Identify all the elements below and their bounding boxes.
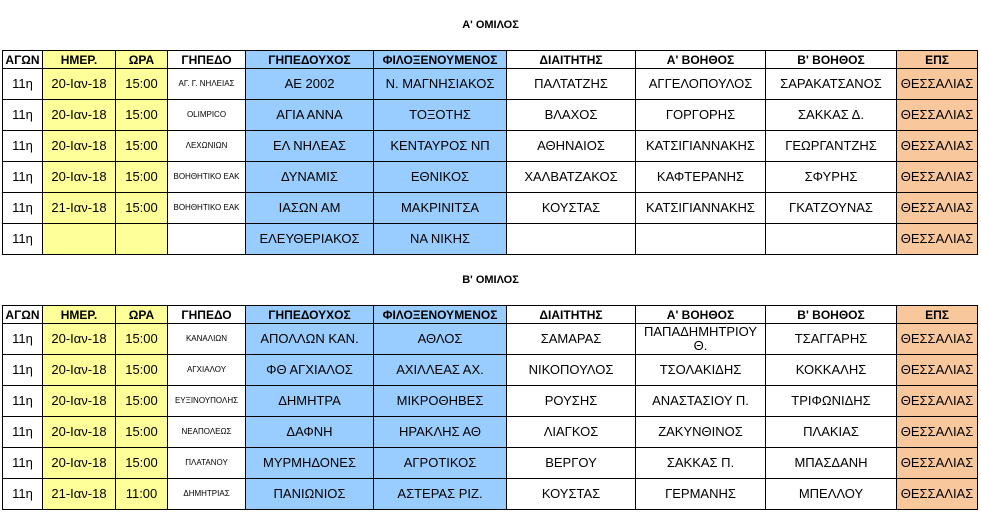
table-row: [3, 131, 978, 162]
time-cell: 11:00: [116, 479, 168, 510]
table-row: [3, 193, 978, 224]
agon-cell: 11η: [3, 417, 43, 448]
home-team-cell: ΑΠΟΛΛΩΝ ΚΑΝ.: [246, 324, 374, 355]
agon-cell: 11η: [3, 324, 43, 355]
time-cell: 15:00: [116, 386, 168, 417]
header-date: ΗΜΕΡ.: [43, 51, 116, 69]
stadium-cell: ΑΓΧΙΑΛΟΥ: [168, 355, 246, 386]
stadium-cell: ΠΛΑΤΑΝΟΥ: [168, 448, 246, 479]
away-team-cell: ΑΧΙΛΛΕΑΣ ΑΧ.: [374, 355, 507, 386]
header-assistant-b: Β' ΒΟΗΘΟΣ: [766, 51, 897, 69]
header-row: [3, 306, 978, 324]
assistant-b-cell: [766, 224, 897, 255]
assistant-a-cell: [636, 224, 766, 255]
stadium-cell: ΒΟΗΘΗΤΙΚΟ ΕΑΚ: [168, 193, 246, 224]
referee-cell: [507, 224, 636, 255]
stadium-cell: ΝΕΑΠΟΛΕΩΣ: [168, 417, 246, 448]
header-away-team: ΦΙΛΟΞΕΝΟΥΜΕΝΟΣ: [374, 306, 507, 324]
assistant-b-cell: ΣΑΡΑΚΑΤΣΑΝΟΣ: [766, 69, 897, 100]
header-stadium: ΓΗΠΕΔΟ: [168, 306, 246, 324]
header-home-team: ΓΗΠΕΔΟΥΧΟΣ: [246, 306, 374, 324]
home-team-cell: ΔΥΝΑΜΙΣ: [246, 162, 374, 193]
away-team-cell: ΑΘΛΟΣ: [374, 324, 507, 355]
away-team-cell: ΑΓΡΟΤΙΚΟΣ: [374, 448, 507, 479]
assistant-a-cell: ΤΣΟΛΑΚΙΔΗΣ: [636, 355, 766, 386]
assistant-a-cell: ΠΑΠΑΔΗΜΗΤΡΙΟΥ Θ.: [636, 324, 766, 355]
table-row: [3, 479, 978, 510]
assistant-b-cell: ΜΠΑΣΔΑΝΗ: [766, 448, 897, 479]
agon-cell: 11η: [3, 162, 43, 193]
group-b-table: [2, 305, 978, 510]
away-team-cell: ΜΙΚΡΟΘΗΒΕΣ: [374, 386, 507, 417]
header-assistant-b: Β' ΒΟΗΘΟΣ: [766, 306, 897, 324]
assistant-b-cell: ΚΟΚΚΑΛΗΣ: [766, 355, 897, 386]
referee-cell: ΣΑΜΑΡΑΣ: [507, 324, 636, 355]
eps-cell: ΘΕΣΣΑΛΙΑΣ: [897, 324, 978, 355]
header-assistant-a: Α' ΒΟΗΘΟΣ: [636, 51, 766, 69]
header-agon: ΑΓΩΝ: [3, 306, 43, 324]
time-cell: 15:00: [116, 355, 168, 386]
assistant-b-cell: ΜΠΕΛΛΟΥ: [766, 479, 897, 510]
home-team-cell: ΙΑΣΩΝ ΑΜ: [246, 193, 374, 224]
eps-cell: ΘΕΣΣΑΛΙΑΣ: [897, 100, 978, 131]
referee-cell: ΚΟΥΣΤΑΣ: [507, 193, 636, 224]
assistant-a-cell: ΚΑΦΤΕΡΑΝΗΣ: [636, 162, 766, 193]
date-cell: 21-Ιαν-18: [43, 479, 116, 510]
eps-cell: ΘΕΣΣΑΛΙΑΣ: [897, 224, 978, 255]
eps-cell: ΘΕΣΣΑΛΙΑΣ: [897, 162, 978, 193]
time-cell: 15:00: [116, 193, 168, 224]
eps-cell: ΘΕΣΣΑΛΙΑΣ: [897, 355, 978, 386]
date-cell: 20-Ιαν-18: [43, 448, 116, 479]
header-eps: ΕΠΣ: [897, 51, 978, 69]
assistant-a-cell: ΚΑΤΣΙΓΙΑΝΝΑΚΗΣ: [636, 131, 766, 162]
eps-cell: ΘΕΣΣΑΛΙΑΣ: [897, 386, 978, 417]
assistant-b-cell: ΠΛΑΚΙΑΣ: [766, 417, 897, 448]
eps-cell: ΘΕΣΣΑΛΙΑΣ: [897, 193, 978, 224]
header-time: ΩΡΑ: [116, 306, 168, 324]
away-team-cell: ΕΘΝΙΚΟΣ: [374, 162, 507, 193]
header-home-team: ΓΗΠΕΔΟΥΧΟΣ: [246, 51, 374, 69]
time-cell: 15:00: [116, 417, 168, 448]
table-row: [3, 69, 978, 100]
referee-cell: ΠΑΛΤΑΤΖΗΣ: [507, 69, 636, 100]
header-assistant-a: Α' ΒΟΗΘΟΣ: [636, 306, 766, 324]
table-row: [3, 355, 978, 386]
assistant-b-cell: ΤΡΙΦΩΝΙΔΗΣ: [766, 386, 897, 417]
away-team-cell: ΚΕΝΤΑΥΡΟΣ ΝΠ: [374, 131, 507, 162]
date-cell: 20-Ιαν-18: [43, 386, 116, 417]
table-row: [3, 386, 978, 417]
away-team-cell: ΜΑΚΡΙΝΙΤΣΑ: [374, 193, 507, 224]
stadium-cell: [168, 224, 246, 255]
referee-cell: ΑΘΗΝΑΙΟΣ: [507, 131, 636, 162]
table-row: [3, 324, 978, 355]
assistant-a-cell: ΑΝΑΣΤΑΣΙΟΥ Π.: [636, 386, 766, 417]
header-eps: ΕΠΣ: [897, 306, 978, 324]
stadium-cell: ΚΑΝΑΛΙΩΝ: [168, 324, 246, 355]
home-team-cell: ΔΑΦΝΗ: [246, 417, 374, 448]
assistant-a-cell: ΚΑΤΣΙΓΙΑΝΝΑΚΗΣ: [636, 193, 766, 224]
referee-cell: ΛΙΑΓΚΟΣ: [507, 417, 636, 448]
referee-cell: ΒΛΑΧΟΣ: [507, 100, 636, 131]
home-team-cell: ΔΗΜΗΤΡΑ: [246, 386, 374, 417]
home-team-cell: ΦΘ ΑΓΧΙΑΛΟΣ: [246, 355, 374, 386]
header-row: [3, 51, 978, 69]
assistant-b-cell: ΤΣΑΓΓΑΡΗΣ: [766, 324, 897, 355]
date-cell: [43, 224, 116, 255]
away-team-cell: ΗΡΑΚΛΗΣ ΑΘ: [374, 417, 507, 448]
referee-cell: ΒΕΡΓΟΥ: [507, 448, 636, 479]
assistant-a-cell: ΖΑΚΥΝΘΙΝΟΣ: [636, 417, 766, 448]
time-cell: 15:00: [116, 162, 168, 193]
time-cell: [116, 224, 168, 255]
home-team-cell: ΠΑΝΙΩΝΙΟΣ: [246, 479, 374, 510]
time-cell: 15:00: [116, 131, 168, 162]
time-cell: 15:00: [116, 100, 168, 131]
away-team-cell: ΑΣΤΕΡΑΣ ΡΙΖ.: [374, 479, 507, 510]
eps-cell: ΘΕΣΣΑΛΙΑΣ: [897, 69, 978, 100]
header-stadium: ΓΗΠΕΔΟ: [168, 51, 246, 69]
assistant-b-cell: ΓΚΑΤΖΟΥΝΑΣ: [766, 193, 897, 224]
agon-cell: 11η: [3, 224, 43, 255]
table-row: [3, 417, 978, 448]
agon-cell: 11η: [3, 479, 43, 510]
group-a-table: [2, 50, 978, 255]
assistant-a-cell: ΓΟΡΓΟΡΗΣ: [636, 100, 766, 131]
referee-cell: ΚΟΥΣΤΑΣ: [507, 479, 636, 510]
stadium-cell: ΒΟΗΘΗΤΙΚΟ ΕΑΚ: [168, 162, 246, 193]
agon-cell: 11η: [3, 193, 43, 224]
agon-cell: 11η: [3, 386, 43, 417]
stadium-cell: ΔΗΜΗΤΡΙΑΣ: [168, 479, 246, 510]
header-time: ΩΡΑ: [116, 51, 168, 69]
header-referee: ΔΙΑΙΤΗΤΗΣ: [507, 306, 636, 324]
home-team-cell: ΑΕ 2002: [246, 69, 374, 100]
eps-cell: ΘΕΣΣΑΛΙΑΣ: [897, 417, 978, 448]
eps-cell: ΘΕΣΣΑΛΙΑΣ: [897, 479, 978, 510]
agon-cell: 11η: [3, 131, 43, 162]
header-date: ΗΜΕΡ.: [43, 306, 116, 324]
assistant-b-cell: ΣΑΚΚΑΣ Δ.: [766, 100, 897, 131]
referee-cell: ΝΙΚΟΠΟΥΛΟΣ: [507, 355, 636, 386]
home-team-cell: ΕΛ ΝΗΛΕΑΣ: [246, 131, 374, 162]
referee-cell: ΡΟΥΣΗΣ: [507, 386, 636, 417]
date-cell: 21-Ιαν-18: [43, 193, 116, 224]
date-cell: 20-Ιαν-18: [43, 100, 116, 131]
table-row: [3, 100, 978, 131]
stadium-cell: ΑΓ. Γ. ΝΗΛΕΙΑΣ: [168, 69, 246, 100]
time-cell: 15:00: [116, 69, 168, 100]
table-row: [3, 162, 978, 193]
away-team-cell: ΝΑ ΝΙΚΗΣ: [374, 224, 507, 255]
date-cell: 20-Ιαν-18: [43, 162, 116, 193]
time-cell: 15:00: [116, 324, 168, 355]
referee-cell: ΧΑΛΒΑΤΖΑΚΟΣ: [507, 162, 636, 193]
group-b-title: Β' ΟΜΙΛΟΣ: [462, 274, 519, 286]
table-row: [3, 224, 978, 255]
home-team-cell: ΜΥΡΜΗΔΟΝΕΣ: [246, 448, 374, 479]
stadium-cell: ΕΥΞΙΝΟΥΠΟΛΗΣ: [168, 386, 246, 417]
eps-cell: ΘΕΣΣΑΛΙΑΣ: [897, 448, 978, 479]
agon-cell: 11η: [3, 69, 43, 100]
agon-cell: 11η: [3, 100, 43, 131]
date-cell: 20-Ιαν-18: [43, 355, 116, 386]
stadium-cell: ΛΕΧΩΝΙΩΝ: [168, 131, 246, 162]
assistant-a-cell: ΣΑΚΚΑΣ Π.: [636, 448, 766, 479]
time-cell: 15:00: [116, 448, 168, 479]
header-referee: ΔΙΑΙΤΗΤΗΣ: [507, 51, 636, 69]
agon-cell: 11η: [3, 448, 43, 479]
home-team-cell: ΕΛΕΥΘΕΡΙΑΚΟΣ: [246, 224, 374, 255]
date-cell: 20-Ιαν-18: [43, 417, 116, 448]
date-cell: 20-Ιαν-18: [43, 324, 116, 355]
away-team-cell: Ν. ΜΑΓΝΗΣΙΑΚΟΣ: [374, 69, 507, 100]
assistant-a-cell: ΑΓΓΕΛΟΠΟΥΛΟΣ: [636, 69, 766, 100]
eps-cell: ΘΕΣΣΑΛΙΑΣ: [897, 131, 978, 162]
header-away-team: ΦΙΛΟΞΕΝΟΥΜΕΝΟΣ: [374, 51, 507, 69]
assistant-b-cell: ΣΦΥΡΗΣ: [766, 162, 897, 193]
assistant-a-cell: ΓΕΡΜΑΝΗΣ: [636, 479, 766, 510]
assistant-b-cell: ΓΕΩΡΓΑΝΤΖΗΣ: [766, 131, 897, 162]
date-cell: 20-Ιαν-18: [43, 131, 116, 162]
home-team-cell: ΑΓΙΑ ΑΝΝΑ: [246, 100, 374, 131]
group-a-title: Α' ΟΜΙΛΟΣ: [462, 19, 519, 31]
date-cell: 20-Ιαν-18: [43, 69, 116, 100]
agon-cell: 11η: [3, 355, 43, 386]
table-row: [3, 448, 978, 479]
away-team-cell: ΤΟΞΟΤΗΣ: [374, 100, 507, 131]
header-agon: ΑΓΩΝ: [3, 51, 43, 69]
stadium-cell: OLIMPICO: [168, 100, 246, 131]
